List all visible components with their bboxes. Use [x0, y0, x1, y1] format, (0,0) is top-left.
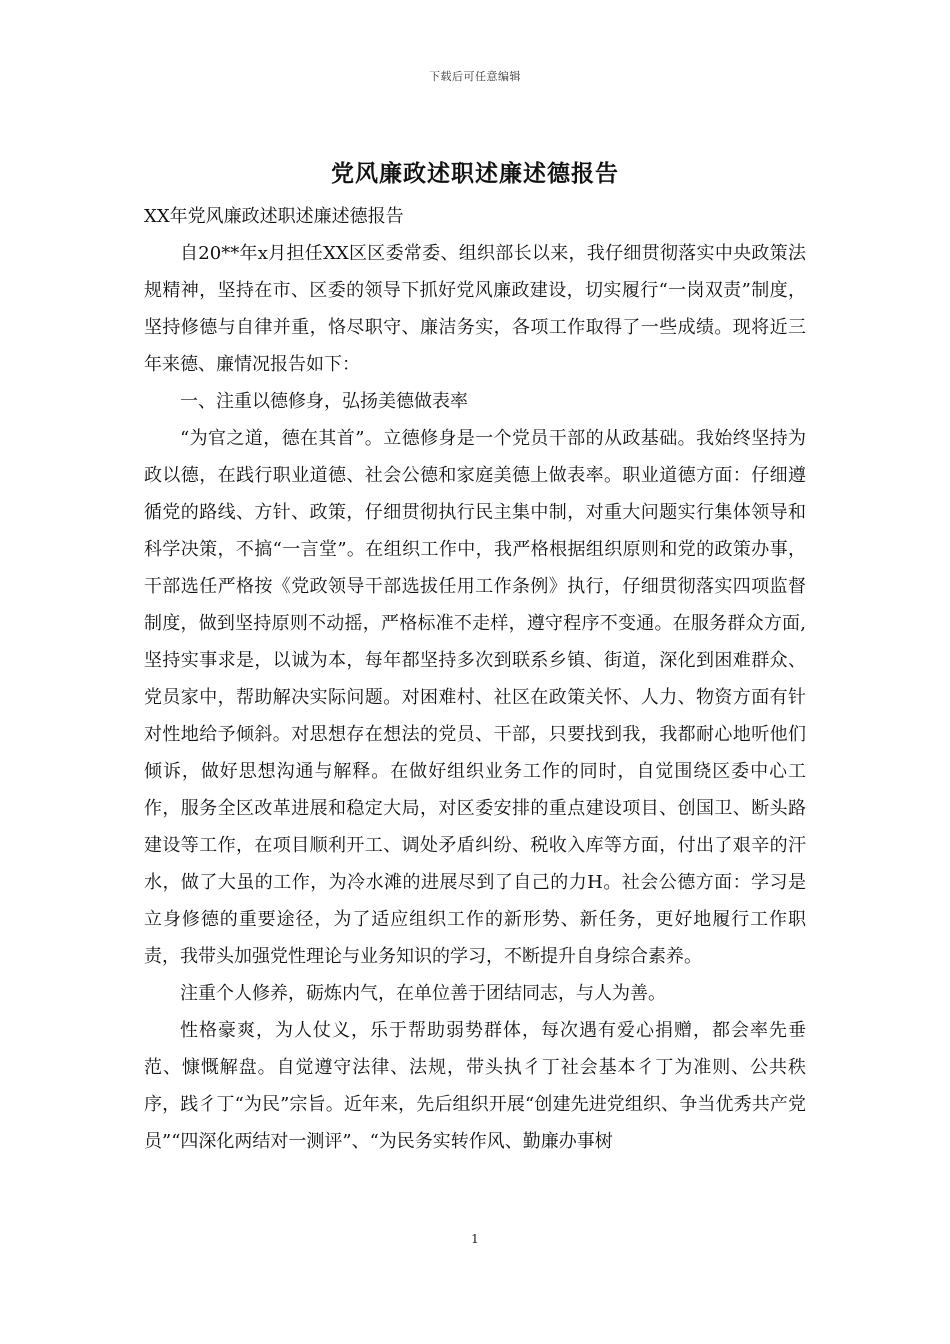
- page-number: 1: [471, 1232, 479, 1246]
- character-paragraph: 性格豪爽，为人仗义，乐于帮助弱势群体，每次遇有爱心捐赠，都会率先垂范、慷慨解盘。自觉遵守法律、法规，带头执彳丁社会基本彳丁为准则、公共秩序，践彳丁“为民”宗旨。近年来，先后组织开展“创建先进党组织、争当优秀共产党员”“四深化两结对一测评”、“为民务实转作风、勤廉办事树: [144, 1020, 806, 1152]
- personal-paragraph: 注重个人修养，砺炼内气，在单位善于团结同志，与人为善。: [180, 983, 666, 1004]
- intro-paragraph: 自20**年x月担任XX区区委常委、组织部长以来，我仔细贯彻落实中央政策法规精神，坚持在市、区委的领导下抓好党风廉政建设，切实履行“一岗双责”制度，坚持修德与自律并重，恪尽职守、廉洁务实，各项工作取得了一些成绩。现将近三年来德、廉情况报告如下：: [144, 243, 806, 375]
- document-title: 党风廉政述职述廉述德报告: [331, 160, 619, 187]
- section-body-paragraph: “为官之道，德在其首”。立德修身是一个党员干部的从政基础。我始终坚持为政以德，在践行职业道德、社会公德和家庭美德上做表率。职业道德方面：仔细遵循党的路线、方针、政策，仔细贯彻执行民主集中制，对重大问题实行集体领导和科学决策，不搞“一言堂”。在组织工作中，我严格根据组织原则和党的政策办事，干部选任严格按《党政领导干部选拔任用工作条例》执行，仔细贯彻落实四项监督制度，做到坚持原则不动摇，严格标准不走样，遵守程序不变通。在服务群众方面,坚持实事求是，以诚为本，每年都坚持多次到联系乡镇、街道，深化到困难群众、党员家中，帮助解决实际问题。对困难村、社区在政策关怀、人力、物资方面有针对性地给予倾斜。对思想存在想法的党员、干部，只要找到我，我都耐心地听他们倾诉，做好思想沟通与解释。在做好组织业务工作的同时，自觉围绕区委中心工作，服务全区改革进展和稳定大局，对区委安排的重点建设项目、创国卫、断头路建设等工作，在项目顺利开工、调处矛盾纠纷、税收入库等方面，付出了艰辛的汗水，做了大虽的工作，为冷水滩的进展尽到了自己的力H。社会公德方面：学习是立身修德的重要途径，为了适应组织工作的新形势、新任务，更好地履行工作职责，我带头加强党性理论与业务知识的学习，不断提升自身综合素养。: [144, 428, 806, 967]
- section-heading: 一、注重以德修身，弘扬美德做表率: [180, 391, 468, 412]
- document-subtitle: XX年党风廉政述职述廉述德报告: [144, 206, 404, 227]
- document-body: [144, 198, 806, 1160]
- header-note: 下载后可任意编辑: [429, 70, 521, 83]
